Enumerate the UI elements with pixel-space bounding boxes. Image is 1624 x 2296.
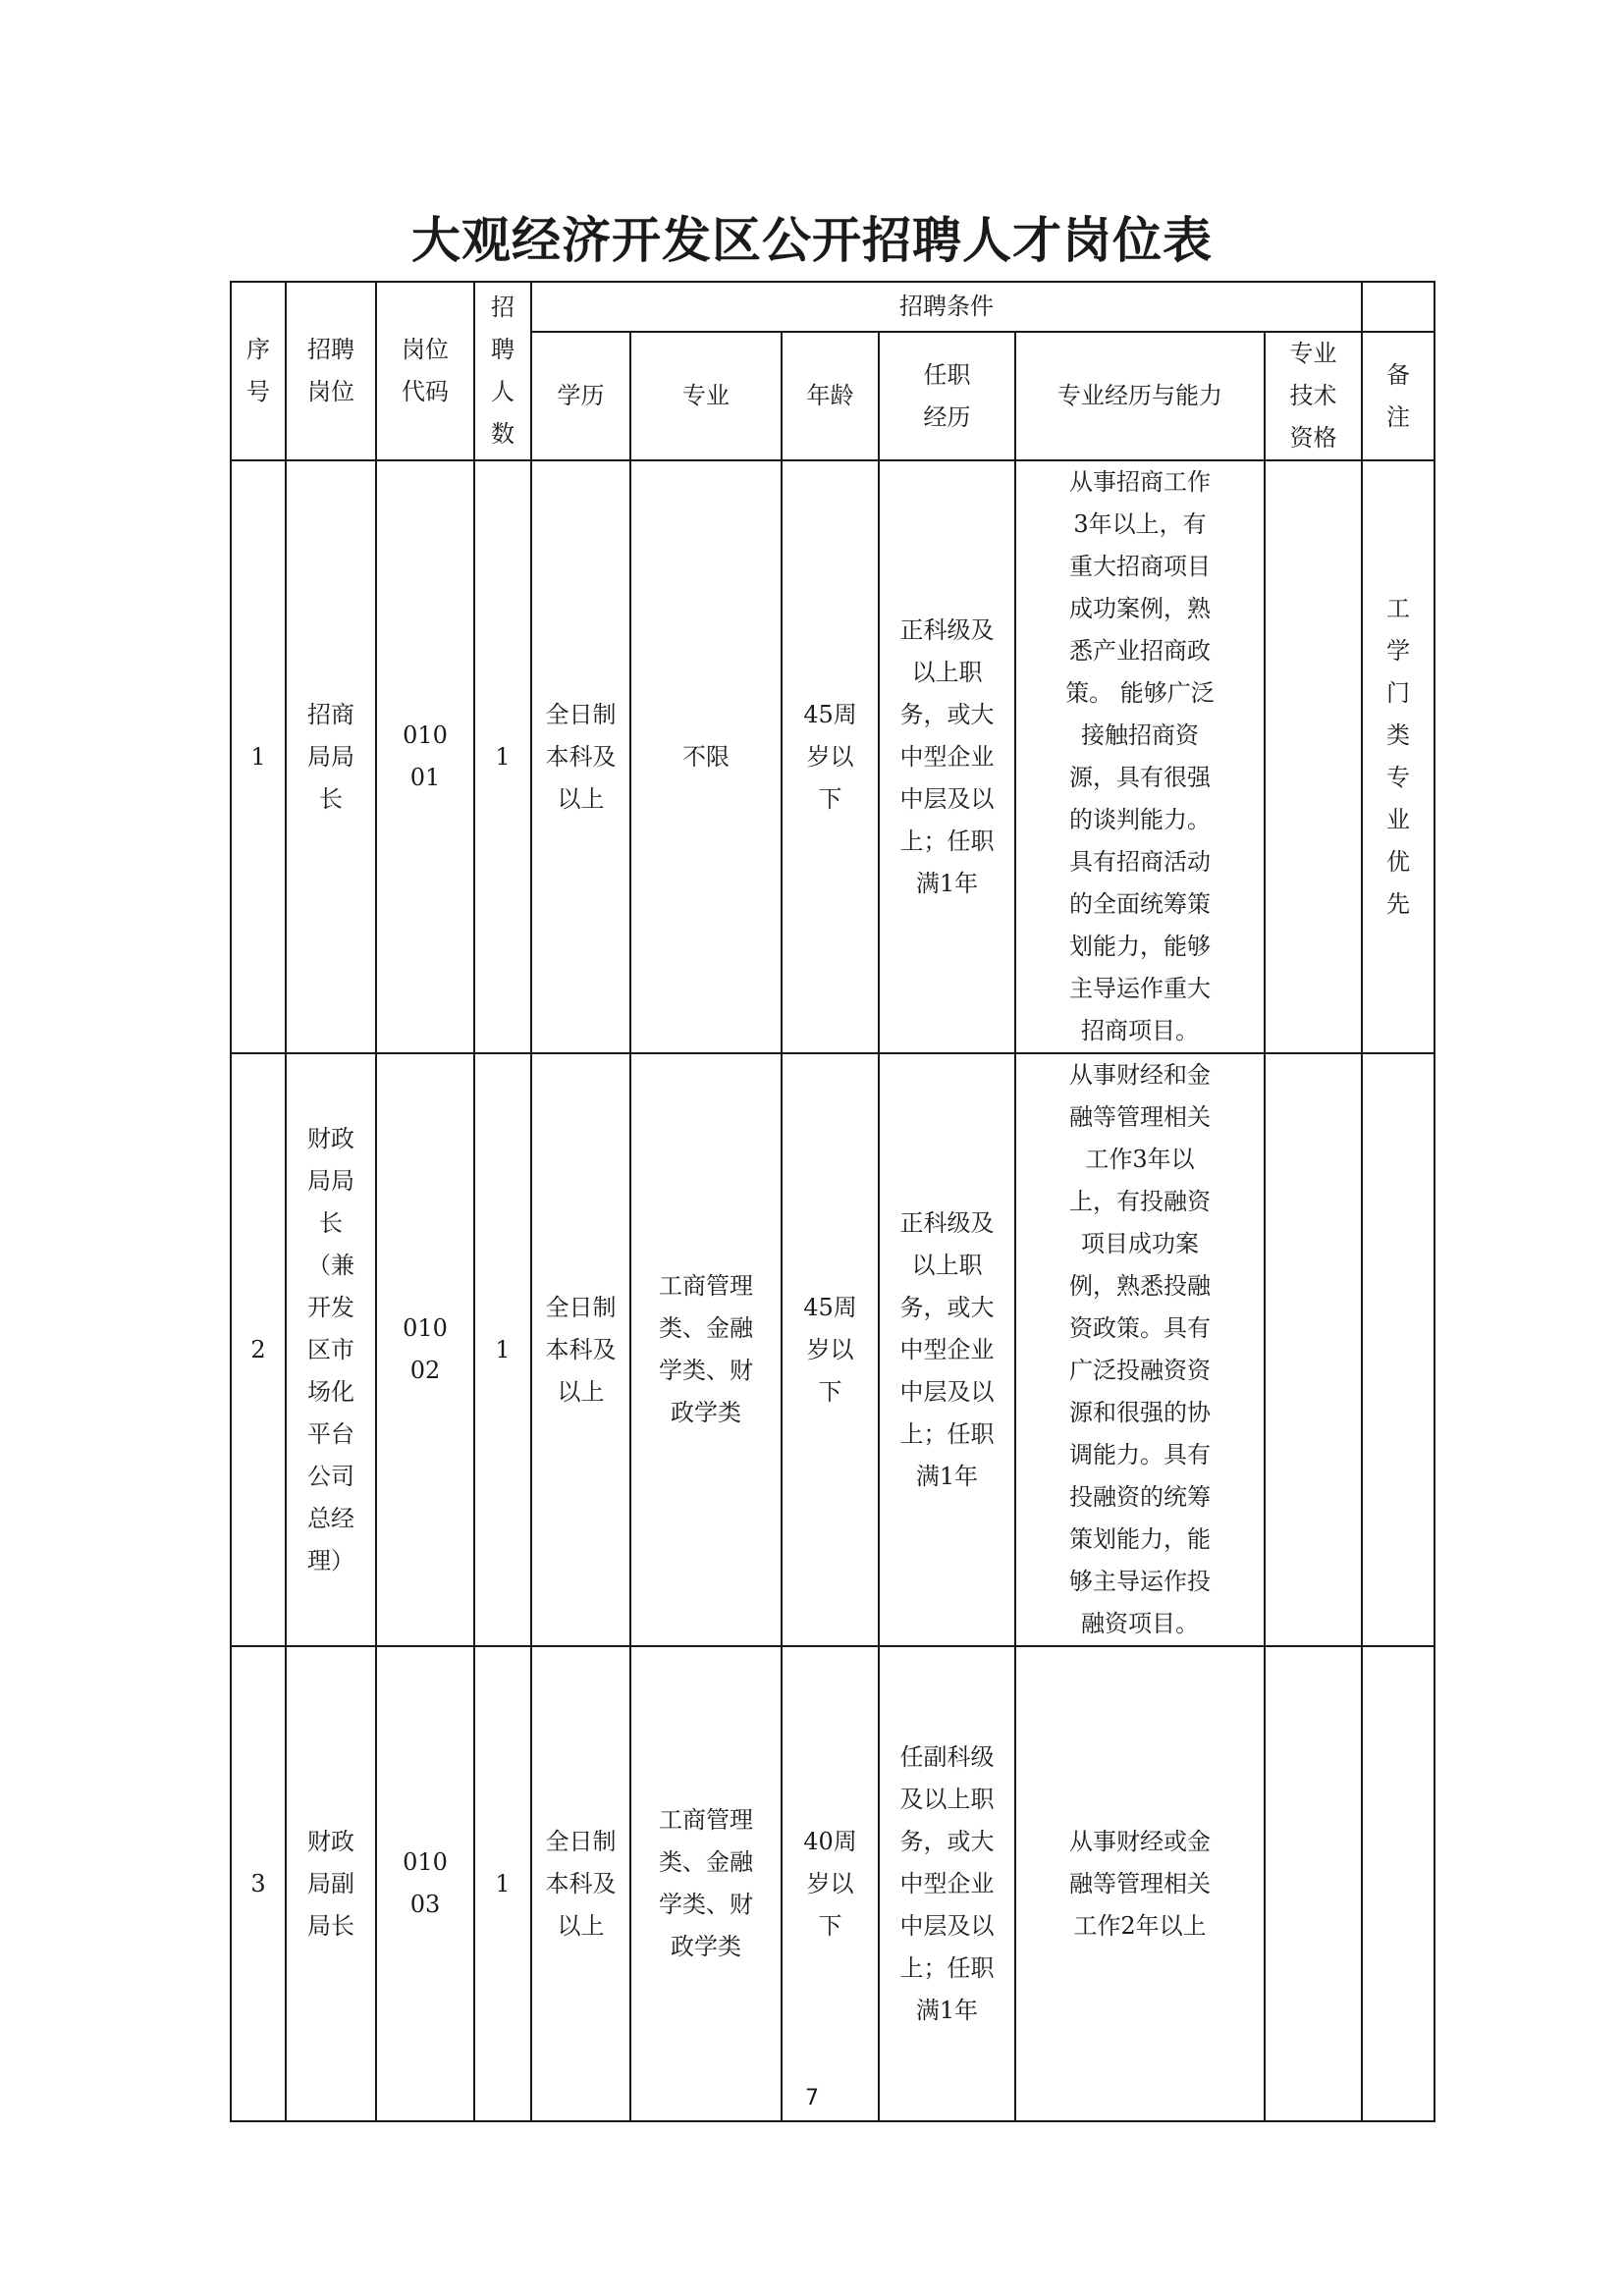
cell-age: 40周岁以下 [782,1646,879,2121]
header-count: 招聘人数 [474,282,531,460]
table-row [231,1053,1435,1646]
recruitment-table [230,281,1435,2122]
cell-ability: 从事招商工作3年以上，有重大招商项目成功案例，熟悉产业招商政策。 能够广泛接触招商资源，具有很强的谈判能力。具有招商活动的全面统筹策划能力，能够主导运作重大招商项目。 [1015,460,1265,1053]
cell-remark [1362,1646,1435,2121]
header-major: 专业 [630,332,782,460]
cell-experience: 正科级及以上职务，或大中型企业中层及以上；任职满1年 [879,460,1015,1053]
cell-count: 1 [474,460,531,1053]
header-conditions: 招聘条件 [531,282,1362,332]
header-education: 学历 [531,332,630,460]
cell-count: 1 [474,1053,531,1646]
cell-post: 财政局副局长 [286,1646,376,2121]
cell-seq: 3 [231,1646,286,2121]
header-remark: 备注 [1362,332,1435,460]
cell-code: 01001 [376,460,474,1053]
cell-age: 45周岁以下 [782,1053,879,1646]
cell-qualification [1265,460,1362,1053]
cell-experience: 正科级及以上职务，或大中型企业中层及以上；任职满1年 [879,1053,1015,1646]
cell-qualification [1265,1053,1362,1646]
header-experience: 任职经历 [879,332,1015,460]
cell-ability: 从事财经或金融等管理相关工作2年以上 [1015,1646,1265,2121]
cell-major: 不限 [630,460,782,1053]
header-post: 招聘岗位 [286,282,376,460]
cell-count: 1 [474,1646,531,2121]
header-row-top [231,282,1435,332]
cell-education: 全日制本科及以上 [531,1053,630,1646]
cell-education: 全日制本科及以上 [531,460,630,1053]
cell-education: 全日制本科及以上 [531,1646,630,2121]
header-blank [1362,282,1435,332]
cell-experience: 任副科级及以上职务，或大中型企业中层及以上；任职满1年 [879,1646,1015,2121]
cell-seq: 1 [231,460,286,1053]
header-age: 年龄 [782,332,879,460]
page-title: 大观经济开发区公开招聘人才岗位表 [411,212,1213,269]
header-seq: 序号 [231,282,286,460]
table-row [231,460,1435,1053]
cell-remark: 工学门类专业优先 [1362,460,1435,1053]
cell-post: 招商局局长 [286,460,376,1053]
cell-major: 工商管理类、金融学类、财政学类 [630,1053,782,1646]
cell-major: 工商管理类、金融学类、财政学类 [630,1646,782,2121]
cell-age: 45周岁以下 [782,460,879,1053]
cell-qualification [1265,1646,1362,2121]
table-row [231,1646,1435,2121]
cell-remark [1362,1053,1435,1646]
cell-post: 财政局局长（兼开发区市场化平台公司总经理） [286,1053,376,1646]
cell-ability: 从事财经和金融等管理相关工作3年以上，有投融资项目成功案例，熟悉投融资政策。具有广泛投融资资源和很强的协调能力。具有投融资的统筹策划能力，能够主导运作投融资项目。 [1015,1053,1265,1646]
page-number: 7 [805,2086,819,2110]
cell-code: 01003 [376,1646,474,2121]
cell-seq: 2 [231,1053,286,1646]
header-ability: 专业经历与能力 [1015,332,1265,460]
cell-code: 01002 [376,1053,474,1646]
header-qualification: 专业技术资格 [1265,332,1362,460]
header-code: 岗位代码 [376,282,474,460]
